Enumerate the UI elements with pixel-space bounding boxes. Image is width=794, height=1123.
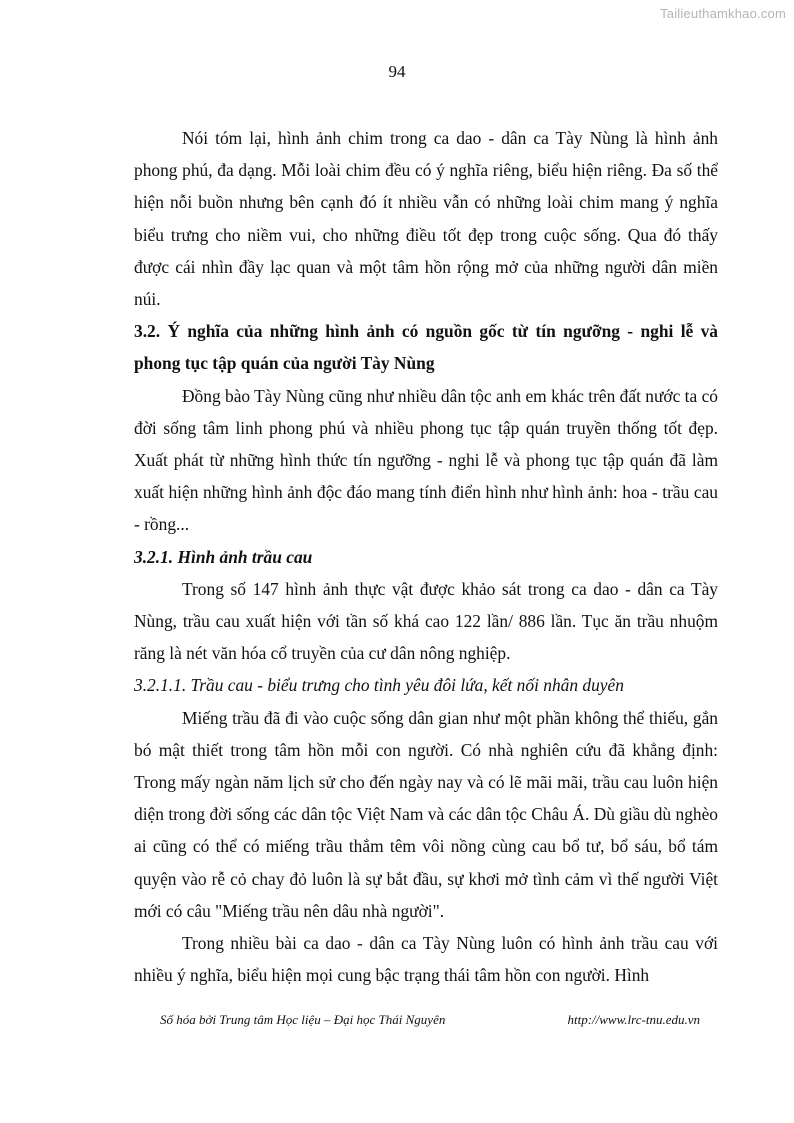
paragraph-intro: Đồng bào Tày Nùng cũng như nhiều dân tộc anh em khác trên đất nước ta có đời sống tâm linh phong phú và nhiều phong tục tập quán truyền thống tốt đẹp. Xuất phát từ những hình thức tín ngưỡng - nghi lễ và phong tục tập quán đã làm xuất hiện những hình ảnh độc đáo mang tính điển hình như hình ảnh: hoa - trầu cau - rồng... — [134, 385, 718, 535]
paragraph-betel-folk-songs: Trong nhiều bài ca dao - dân ca Tày Nùng luôn có hình ảnh trầu cau với nhiều ý nghĩa, biểu hiện mọi cung bậc trạng thái tâm hồn con người. Hình — [134, 933, 718, 986]
paragraph-summary: Nói tóm lại, hình ảnh chim trong ca dao - dân ca Tày Nùng là hình ảnh phong phú, đa dạng. Mỗi loài chim đều có ý nghĩa riêng, biểu hiện riêng. Đa số thể hiện nỗi buồn nhưng bên cạnh đó ít nhiều vẫn có những loài chim mang ý nghĩa biểu trưng cho niềm vui, cho những điều tốt đẹp trong cuộc sống. Qua đó thấy được cái nhìn đầy lạc quan và một tâm hồn rộng mở của những người dân miền núi. — [134, 128, 718, 310]
watermark-text: Tailieuthamkhao.com — [660, 6, 786, 21]
document-body — [134, 122, 718, 991]
paragraph-statistics: Trong số 147 hình ảnh thực vật được khảo sát trong ca dao - dân ca Tày Nùng, trầu cau xuất hiện với tần số khá cao 122 lần/ 886 lần. Tục ăn trầu nhuộm răng là nét văn hóa cổ truyền của cư dân nông nghiệp. — [134, 578, 718, 664]
section-heading-3-2: 3.2. Ý nghĩa của những hình ảnh có nguồn gốc từ tín ngưỡng - nghi lễ và phong tục tập quán của người Tày Nùng — [134, 321, 718, 374]
footer-url: http://www.lrc-tnu.edu.vn — [567, 1012, 700, 1027]
page-footer — [160, 1012, 700, 1028]
subsubsection-heading-3-2-1-1: 3.2.1.1. Trầu cau - biểu trưng cho tình yêu đôi lứa, kết nối nhân duyên — [134, 675, 624, 696]
page-number: 94 — [388, 62, 406, 81]
subsection-heading-3-2-1: 3.2.1. Hình ảnh trầu cau — [134, 546, 313, 567]
paragraph-betel-meaning: Miếng trầu đã đi vào cuộc sống dân gian như một phần không thể thiếu, gắn bó mật thiết trong tâm hồn mỗi con người. Có nhà nghiên cứu đã khẳng định: Trong mấy ngàn năm lịch sử cho đến ngày nay và có lẽ mãi mãi, trầu cau luôn hiện diện trong đời sống các dân tộc Việt Nam và các dân tộc Châu Á. Dù giầu dù nghèo ai cũng có thể có miếng trầu thắm têm vôi nồng cùng cau bổ tư, bổ sáu, bổ tám quyện vào rễ cỏ chay đỏ luôn là sự bắt đầu, sự khơi mở tình cảm vì thế người Việt mới có câu "Miếng trầu nên dâu nhà người". — [134, 707, 718, 921]
footer-source: Số hóa bởi Trung tâm Học liệu – Đại học Thái Nguyên — [160, 1012, 446, 1027]
